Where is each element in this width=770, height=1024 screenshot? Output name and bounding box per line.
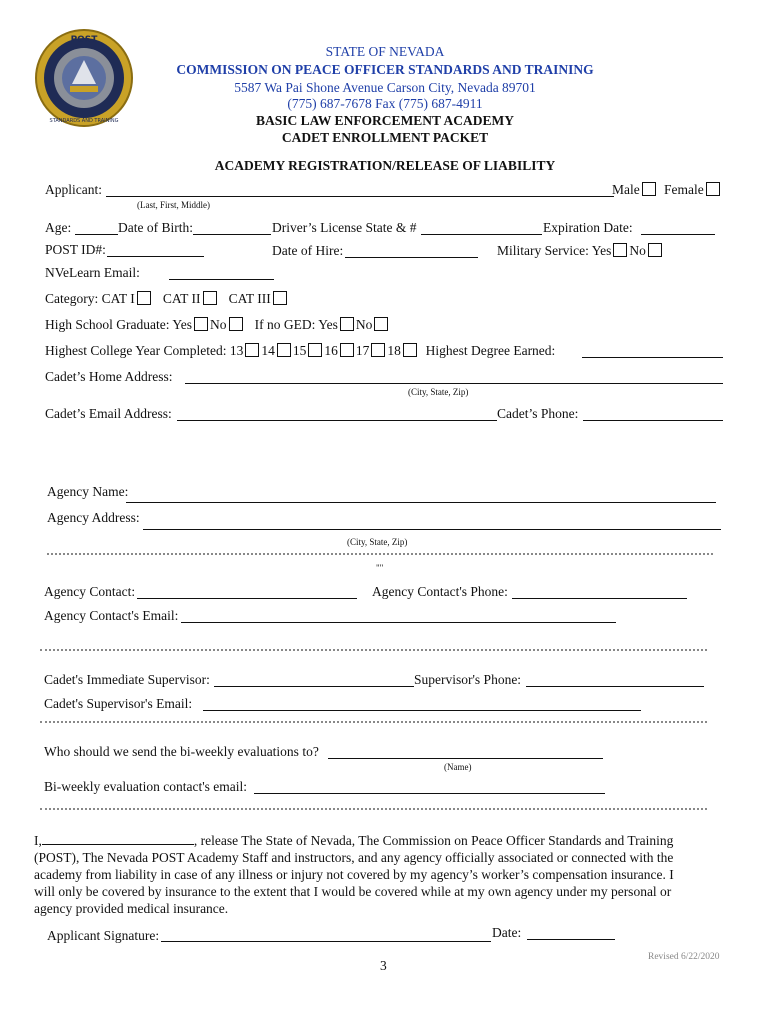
section-divider [47, 553, 713, 555]
ged-yes-checkbox[interactable] [340, 317, 354, 331]
section-divider [40, 649, 707, 651]
female-option[interactable]: Female [664, 182, 722, 198]
agency-address-label: Agency Address: [47, 510, 140, 525]
male-checkbox[interactable] [642, 182, 656, 196]
expiration-label: Expiration Date: [543, 220, 633, 235]
evaluations-email-label: Bi-weekly evaluation contact's email: [44, 779, 247, 794]
military-yes-checkbox[interactable] [613, 243, 627, 257]
release-line-5: agency provided medical insurance. [34, 901, 229, 916]
svg-text:STANDARDS AND TRAINING: STANDARDS AND TRAINING [49, 118, 119, 124]
stray-quote-mark: "" [376, 563, 384, 573]
release-line-3: academy from liability in case of any illness or injury not covered by my agency’s worker’s compensation insurance. I [34, 867, 674, 882]
evaluations-email-field[interactable] [254, 793, 605, 794]
high-school-row[interactable]: High School Graduate: Yes No If no GED: Yes No [45, 317, 390, 333]
agency-address-field[interactable] [143, 529, 721, 530]
agency-email-field[interactable] [181, 622, 616, 623]
supervisor-phone-field[interactable] [526, 686, 704, 687]
cat3-checkbox[interactable] [273, 291, 287, 305]
release-line-2: (POST), The Nevada POST Academy Staff and instructors, and any agency officially associated or connected with the [34, 850, 674, 865]
signature-field[interactable] [161, 941, 491, 942]
evaluations-sublabel: (Name) [444, 762, 472, 772]
college-17-checkbox[interactable] [371, 343, 385, 357]
agency-contact-label: Agency Contact: [44, 584, 136, 599]
agency-phone-label: Agency Contact's Phone: [372, 584, 508, 599]
state-heading: STATE OF NEVADA [325, 44, 445, 59]
cadet-email-field[interactable] [177, 420, 497, 421]
applicant-sublabel: (Last, First, Middle) [137, 200, 210, 210]
evaluations-question: Who should we send the bi-weekly evaluations to? [44, 744, 319, 759]
college-18-checkbox[interactable] [403, 343, 417, 357]
date-field[interactable] [527, 939, 615, 940]
female-checkbox[interactable] [706, 182, 720, 196]
expiration-field[interactable] [641, 234, 715, 235]
academy-heading: BASIC LAW ENFORCEMENT ACADEMY [256, 113, 514, 128]
cat2-checkbox[interactable] [203, 291, 217, 305]
category-row[interactable]: Category: CAT I CAT II CAT III [45, 291, 289, 307]
hs-no-checkbox[interactable] [229, 317, 243, 331]
ged-no-checkbox[interactable] [374, 317, 388, 331]
form-title: ACADEMY REGISTRATION/RELEASE OF LIABILITY [214, 158, 556, 173]
release-name-field[interactable] [42, 832, 194, 845]
license-label: Driver’s License State & # [272, 220, 417, 235]
supervisor-email-field[interactable] [203, 710, 641, 711]
supervisor-phone-label: Supervisor's Phone: [414, 672, 522, 687]
hire-field[interactable] [345, 257, 478, 258]
agency-phone-field[interactable] [512, 598, 687, 599]
college-13-checkbox[interactable] [245, 343, 259, 357]
address-line: 5587 Wa Pai Shone Avenue Carson City, Nevada 89701 [234, 80, 536, 95]
agency-name-field[interactable] [126, 502, 716, 503]
date-label: Date: [492, 925, 522, 940]
college-16-checkbox[interactable] [340, 343, 354, 357]
post-id-field[interactable] [107, 256, 204, 257]
home-address-sublabel: (City, State, Zip) [408, 387, 469, 397]
release-line-1: I, , release The State of Nevada, The Commission on Peace Officer Standards and Training [34, 833, 674, 848]
cat1-checkbox[interactable] [137, 291, 151, 305]
college-15-checkbox[interactable] [308, 343, 322, 357]
signature-label: Applicant Signature: [47, 928, 160, 943]
agency-name-label: Agency Name: [47, 484, 129, 499]
phone-fax-line: (775) 687-7678 Fax (775) 687-4911 [287, 96, 483, 111]
age-field[interactable] [75, 234, 118, 235]
agency-email-label: Agency Contact's Email: [44, 608, 179, 623]
commission-heading: COMMISSION ON PEACE OFFICER STANDARDS AND TRAINING [176, 62, 594, 77]
male-option[interactable]: Male [612, 182, 658, 198]
degree-field[interactable] [582, 357, 723, 358]
section-divider [40, 808, 707, 810]
military-no-checkbox[interactable] [648, 243, 662, 257]
section-divider [40, 721, 707, 723]
age-label: Age: [45, 220, 72, 235]
packet-heading: CADET ENROLLMENT PACKET [281, 130, 489, 145]
supervisor-field[interactable] [214, 686, 414, 687]
agency-address-sublabel: (City, State, Zip) [347, 537, 408, 547]
supervisor-label: Cadet's Immediate Supervisor: [44, 672, 210, 687]
svg-text:POST: POST [70, 35, 98, 45]
agency-contact-field[interactable] [137, 598, 357, 599]
applicant-label: Applicant: [45, 182, 102, 197]
military-option[interactable]: Military Service: Yes No [497, 243, 664, 259]
hs-yes-checkbox[interactable] [194, 317, 208, 331]
evaluations-name-field[interactable] [328, 758, 603, 759]
college-14-checkbox[interactable] [277, 343, 291, 357]
cadet-email-label: Cadet’s Email Address: [45, 406, 172, 421]
cadet-phone-field[interactable] [583, 420, 723, 421]
supervisor-email-label: Cadet's Supervisor's Email: [44, 696, 193, 711]
home-address-field[interactable] [185, 383, 723, 384]
post-id-label: POST ID#: [45, 242, 106, 257]
dob-field[interactable] [193, 234, 271, 235]
nvelearn-label: NVeLearn Email: [45, 265, 140, 280]
nvelearn-field[interactable] [169, 279, 274, 280]
hire-label: Date of Hire: [272, 243, 344, 258]
page-number: 3 [380, 958, 387, 973]
applicant-field[interactable] [106, 196, 614, 197]
license-field[interactable] [421, 234, 542, 235]
dob-label: Date of Birth: [118, 220, 193, 235]
revised-date: Revised 6/22/2020 [648, 952, 720, 962]
release-line-4: will only be covered by insurance to the extent that I would be covered while at my own agency under my personal or [34, 884, 672, 899]
cadet-phone-label: Cadet’s Phone: [497, 406, 579, 421]
college-row[interactable]: Highest College Year Completed: 13 14 15 16 17 18 Highest Degree Earned: [45, 343, 556, 358]
home-address-label: Cadet’s Home Address: [45, 369, 173, 384]
